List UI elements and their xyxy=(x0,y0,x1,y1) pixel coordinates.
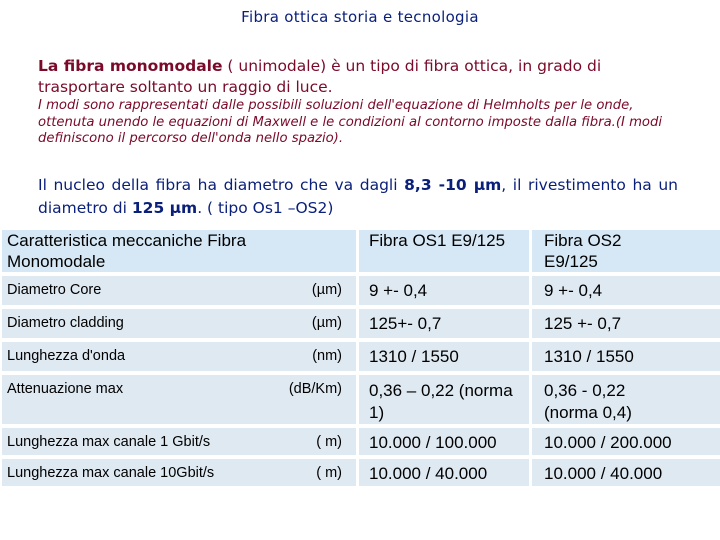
row-name: Diametro cladding xyxy=(2,307,251,340)
header-characteristics: Caratteristica meccaniche Fibra Monomodale xyxy=(2,230,358,274)
row-unit: (µm) xyxy=(251,274,358,307)
row-os2: 9 +- 0,4 xyxy=(531,274,720,307)
page-title: Fibra ottica storia e tecnologia xyxy=(241,8,479,26)
header-os1: Fibra OS1 E9/125 xyxy=(358,230,531,274)
table-row xyxy=(2,373,720,426)
table-row xyxy=(2,340,720,373)
intro-paragraph xyxy=(38,56,688,98)
row-name: Lunghezza d'onda xyxy=(2,340,251,373)
row-name: Attenuazione max xyxy=(2,373,251,426)
table-header-row xyxy=(2,230,720,274)
row-unit: (µm) xyxy=(251,307,358,340)
table-row xyxy=(2,307,720,340)
core-diameter: 8,3 -10 µm xyxy=(404,176,502,194)
row-name: Lunghezza max canale 1 Gbit/s xyxy=(2,426,251,457)
row-os1: 10.000 / 40.000 xyxy=(358,457,531,488)
row-os1: 1310 / 1550 xyxy=(358,340,531,373)
row-os1: 9 +- 0,4 xyxy=(358,274,531,307)
table-row xyxy=(2,274,720,307)
row-unit: ( m) xyxy=(251,426,358,457)
row-os2: 0,36 - 0,22 (norma 0,4) xyxy=(531,373,720,426)
core-text-c: , il rivestimento ha un diametro di xyxy=(38,176,678,217)
row-os1: 0,36 – 0,22 (norma 1) xyxy=(358,373,531,426)
spec-table xyxy=(2,230,720,490)
core-paragraph xyxy=(38,174,678,220)
row-os2: 1310 / 1550 xyxy=(531,340,720,373)
core-text-a: Il nucleo della fibra ha diametro che va dagli xyxy=(38,176,405,194)
core-text-e: . ( tipo Os1 –OS2) xyxy=(197,199,334,217)
row-unit: (dB/Km) xyxy=(251,373,358,426)
modes-paragraph: I modi sono rappresentati dalle possibili soluzioni dell'equazione di Helmholts per le onde, ottenuta unendo le equazioni di Maxwell e le condizioni al contorno imposte dalla fibra.(I modi definiscono il percorso dell'onda nello spazio). xyxy=(38,98,663,146)
row-name: Diametro Core xyxy=(2,274,251,307)
row-os2: 125 +- 0,7 xyxy=(531,307,720,340)
row-os2: 10.000 / 40.000 xyxy=(531,457,720,488)
table-row xyxy=(2,426,720,457)
row-os2: 10.000 / 200.000 xyxy=(531,426,720,457)
row-os1: 125+- 0,7 xyxy=(358,307,531,340)
row-unit: (nm) xyxy=(251,340,358,373)
table-row xyxy=(2,457,720,488)
intro-strong: La fibra monomodale xyxy=(38,57,223,75)
cladding-diameter: 125 µm xyxy=(131,199,198,217)
header-os2: Fibra OS2 E9/125 xyxy=(531,230,720,274)
row-os1: 10.000 / 100.000 xyxy=(358,426,531,457)
row-name: Lunghezza max canale 10Gbit/s xyxy=(2,457,251,488)
row-unit: ( m) xyxy=(251,457,358,488)
intro-rest: ( unimodale) è un tipo di fibra ottica, in grado di trasportare soltanto un raggio di luce. xyxy=(38,57,602,96)
